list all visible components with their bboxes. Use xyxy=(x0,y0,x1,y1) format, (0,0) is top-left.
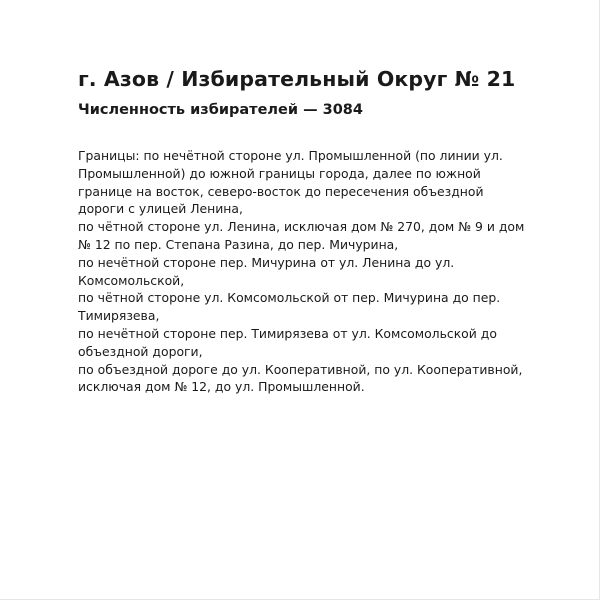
description-line: Промышленной) до южной границы города, далее по южной xyxy=(78,165,481,181)
description-line: по нечётной стороне пер. Тимирязева от ул. Комсомольской до xyxy=(78,325,497,341)
description-line: по чётной стороне ул. Ленина, исключая дом № 270, дом № 9 и дом xyxy=(78,219,525,235)
description-line: границе на восток, северо-восток до пересечения объездной xyxy=(78,183,484,199)
description-line: Границы: по нечётной стороне ул. Промышленной (по линии ул. xyxy=(78,148,503,163)
description-line: по нечётной стороне пер. Мичурина от ул. Ленина до ул. xyxy=(78,254,455,270)
description-line: дороги с улицей Ленина, xyxy=(78,201,243,217)
description-line: исключая дом № 12, до ул. Промышленной. xyxy=(78,379,365,395)
description-line: Комсомольской, xyxy=(78,272,185,288)
description-line: по объездной дороге до ул. Кооперативной, по ул. Кооперативной, xyxy=(78,361,523,377)
boundaries-description xyxy=(78,147,528,396)
description-line: объездной дороги, xyxy=(78,343,203,359)
voter-count: Численность избирателей — 3084 xyxy=(78,102,363,118)
description-line: Тимирязева, xyxy=(78,308,160,324)
description-line: по чётной стороне ул. Комсомольской от пер. Мичурина до пер. xyxy=(78,290,501,306)
description-line: № 12 по пер. Степана Разина, до пер. Мичурина, xyxy=(78,236,399,252)
page-title: г. Азов / Избирательный Округ № 21 xyxy=(78,67,516,91)
